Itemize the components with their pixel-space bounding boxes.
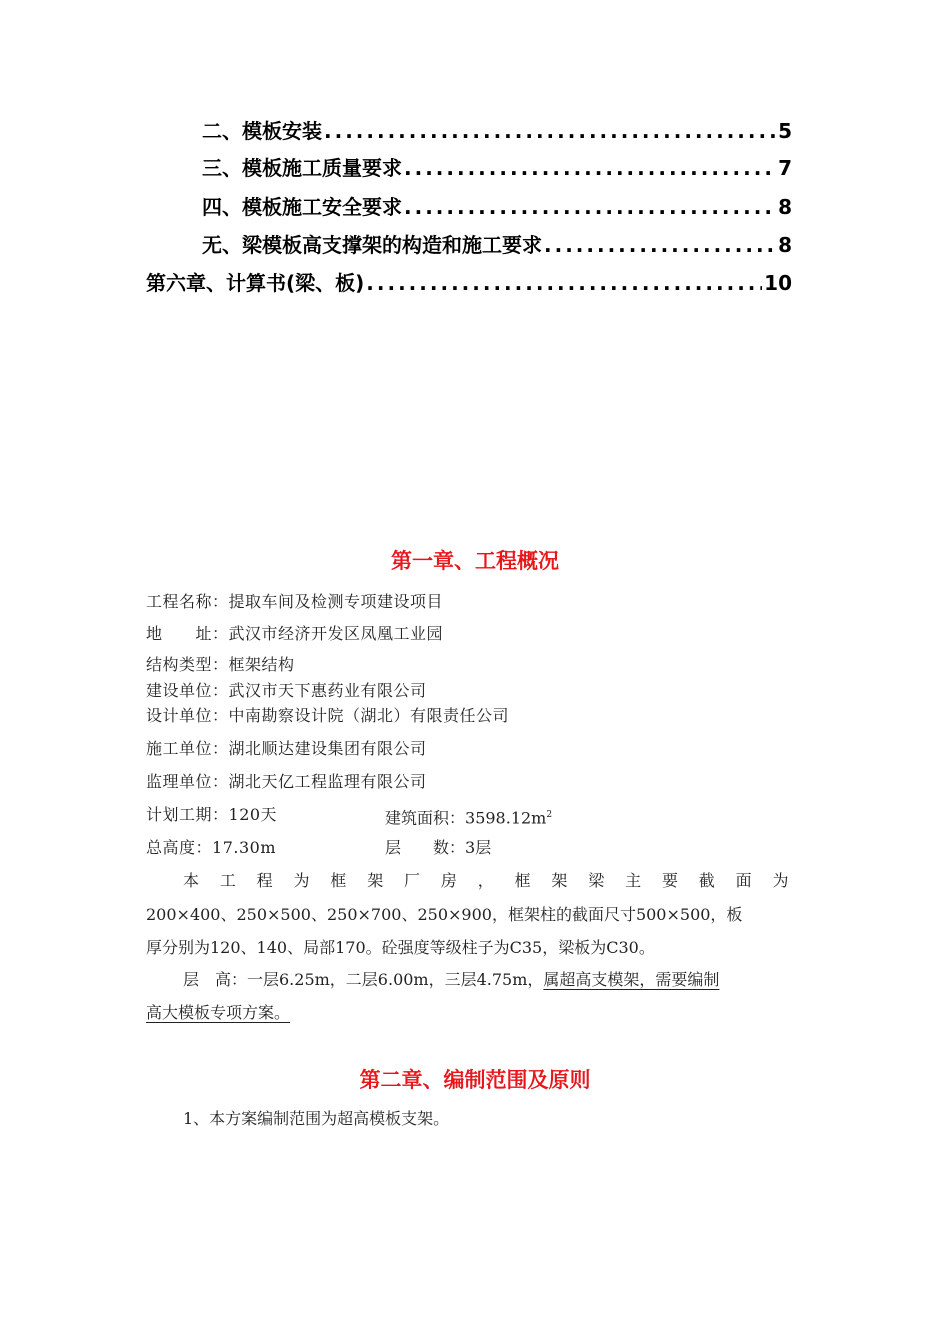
info-label: 建筑面积： <box>385 808 466 828</box>
info-label: 施工单位： <box>146 739 229 758</box>
info-row-height <box>146 837 276 859</box>
paragraph-2-line-2 <box>146 996 806 1029</box>
info-row-address <box>146 623 443 645</box>
info-value: 提取车间及检测专项建设项目 <box>228 592 444 611</box>
toc-leader-dots <box>324 116 776 146</box>
info-value: 武汉市经济开发区凤凰工业园 <box>228 624 444 643</box>
toc-entry[interactable] <box>202 116 792 146</box>
toc-entry-page: 7 <box>778 156 792 180</box>
info-value: 3598.12m <box>465 808 547 828</box>
info-row-floors <box>385 837 491 859</box>
info-row-project-name <box>146 591 443 613</box>
info-value: 120天 <box>228 805 278 824</box>
toc-entry-page: 10 <box>764 271 792 295</box>
info-value: 湖北天亿工程监理有限公司 <box>228 772 427 791</box>
toc-entry-title: 三、模板施工质量要求 <box>202 156 402 180</box>
chapter-2-title: 第二章、编制范围及原则 <box>359 1068 591 1092</box>
info-row-owner <box>146 680 427 702</box>
chapter-1-title: 第一章、工程概况 <box>391 549 559 573</box>
paragraph-text: 本工程为框架厂房，框架梁主要截面为 <box>183 871 806 890</box>
toc-leader-dots <box>404 192 776 222</box>
paragraph-underlined-text: 高大模板专项方案。 <box>146 1003 291 1022</box>
info-label: 层 数： <box>385 838 466 857</box>
info-row-supervisor <box>146 771 427 793</box>
toc-entry-title: 无、梁模板高支撑架的构造和施工要求 <box>202 233 542 257</box>
paragraph-text: 厚分别为120、140、局部170。砼强度等级柱子为C35，梁板为C30。 <box>146 938 655 957</box>
info-label: 设计单位： <box>146 706 229 725</box>
toc-entry[interactable] <box>202 192 792 222</box>
toc-entry[interactable] <box>146 268 792 298</box>
paragraph-2-line-1 <box>183 963 806 996</box>
toc-leader-dots <box>404 153 776 183</box>
info-label: 监理单位： <box>146 772 229 791</box>
chapter-2-item-1 <box>183 1102 843 1135</box>
toc-entry-page: 5 <box>778 119 792 143</box>
paragraph-1-first-line <box>183 870 806 892</box>
info-value: 3层 <box>465 838 492 857</box>
toc-entry[interactable] <box>202 230 792 260</box>
info-row-structure-type <box>146 654 295 676</box>
paragraph-underlined-text: 属超高支模架，需要编制 <box>543 970 720 989</box>
info-label: 建设单位： <box>146 681 229 700</box>
paragraph-text: 层 高：一层6.25m，二层6.00m，三层4.75m， <box>183 970 544 989</box>
toc-entry-title: 四、模板施工安全要求 <box>202 195 402 219</box>
toc-entry-page: 8 <box>778 195 792 219</box>
toc-leader-dots <box>544 230 776 260</box>
info-value: 17.30m <box>212 838 276 857</box>
info-value: 框架结构 <box>228 655 295 674</box>
toc-entry-title: 第六章、计算书(梁、板) <box>146 271 365 295</box>
info-row-designer <box>146 705 509 727</box>
paragraph-text: 200×400、250×500、250×700、250×900，框架柱的截面尺寸500×500，板 <box>146 905 743 924</box>
toc-entry[interactable] <box>202 153 792 183</box>
info-label: 地 址： <box>146 624 229 643</box>
toc-entry-title: 二、模板安装 <box>202 119 322 143</box>
info-row-contractor <box>146 738 427 760</box>
paragraph-1-body <box>146 898 806 964</box>
info-value: 武汉市天下惠药业有限公司 <box>228 681 427 700</box>
info-label: 总高度： <box>146 838 213 857</box>
area-unit-superscript: 2 <box>546 810 553 820</box>
info-row-area <box>385 804 552 829</box>
info-value: 中南勘察设计院（湖北）有限责任公司 <box>228 706 510 725</box>
paragraph-text: 1、本方案编制范围为超高模板支架。 <box>183 1109 450 1128</box>
info-label: 工程名称： <box>146 592 229 611</box>
info-row-period <box>146 804 277 826</box>
toc-entry-page: 8 <box>778 233 792 257</box>
toc-leader-dots <box>366 268 762 298</box>
info-label: 结构类型： <box>146 655 229 674</box>
info-value: 湖北顺达建设集团有限公司 <box>228 739 427 758</box>
info-label: 计划工期： <box>146 805 229 824</box>
